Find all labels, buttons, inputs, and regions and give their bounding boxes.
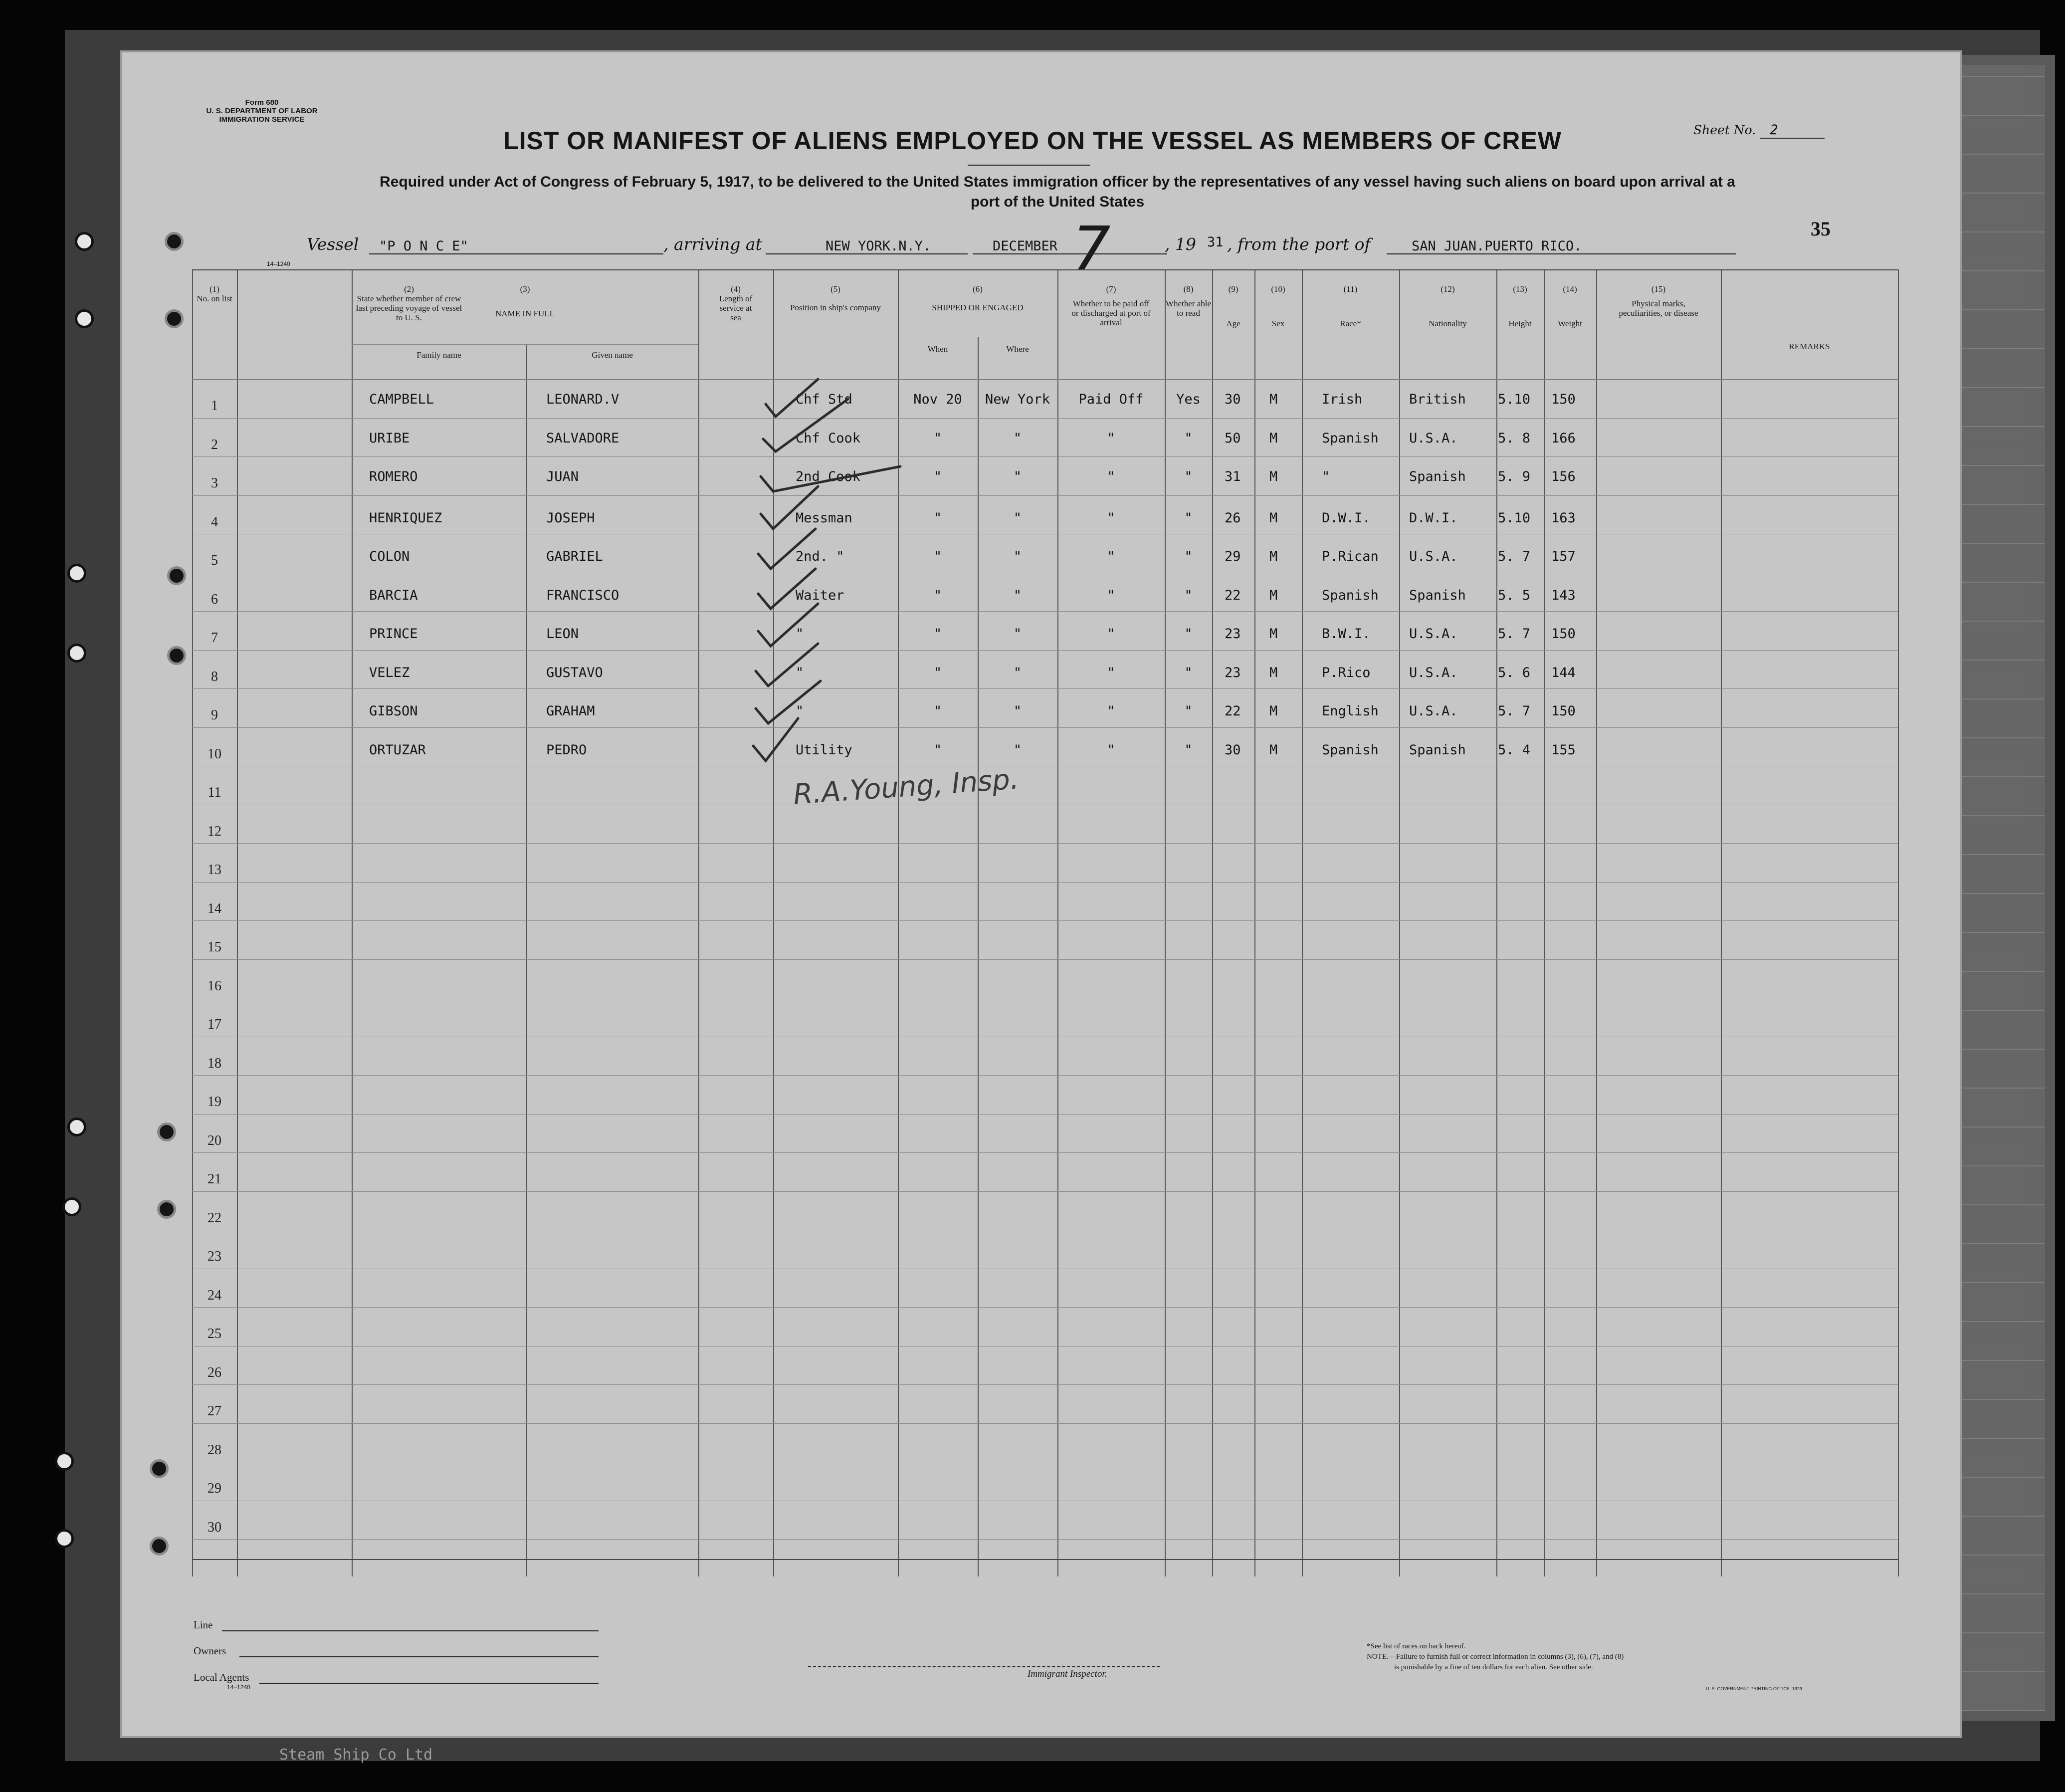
vessel-name: "P O N C E": [379, 238, 468, 254]
agents-label: Local Agents: [194, 1671, 249, 1683]
agents-code: 14–1240: [227, 1684, 250, 1691]
footnote: *See list of races on back hereof. NOTE.—Failure to furnish full or correct information in columns (3), (6), (7), and (8) is punishable by a fine of ten dollars for each alien. See other side.: [1367, 1642, 1624, 1671]
col-where-header: Where: [1006, 344, 1029, 354]
row-line: [192, 843, 1898, 844]
binder-hole: [55, 1452, 74, 1471]
position-cell: 2nd Cook: [796, 469, 861, 484]
row-line: [192, 1191, 1898, 1192]
page-number: 35: [1811, 218, 1831, 240]
row-line: [192, 1423, 1898, 1424]
height-cell: 5. 7: [1498, 626, 1531, 642]
able-to-read-cell: ": [1184, 430, 1193, 446]
col-shipped-header: (6) SHIPPED OR ENGAGED: [932, 284, 1024, 312]
row-number: 13: [207, 862, 221, 878]
sex-cell: M: [1269, 665, 1278, 680]
row-number: 28: [207, 1442, 221, 1458]
able-to-read-cell: ": [1184, 665, 1193, 680]
row-number: 15: [207, 939, 221, 955]
given-name-cell: JOSEPH: [546, 510, 595, 526]
title-underline: [968, 165, 1090, 166]
arrival-port: NEW YORK.N.Y.: [826, 238, 931, 254]
shipped-when-cell: ": [933, 469, 942, 484]
document-title: LIST OR MANIFEST OF ALIENS EMPLOYED ON THE VESSEL AS MEMBERS OF CREW: [503, 127, 1562, 155]
row-line: [192, 959, 1898, 960]
bottom-stamp: Steam Ship Co Ltd: [279, 1746, 433, 1764]
row-number: 25: [207, 1326, 221, 1342]
printer-line: U. S. GOVERNMENT PRINTING OFFICE: 1929: [1706, 1686, 1802, 1691]
date-underline: [973, 253, 1167, 254]
owners-label: Owners: [194, 1645, 226, 1657]
row-number: 1: [211, 398, 218, 414]
shipped-where-cell: ": [1013, 549, 1022, 564]
paid-off-cell: ": [1107, 430, 1115, 446]
nationality-cell: U.S.A.: [1409, 430, 1458, 446]
row-number: 30: [207, 1519, 221, 1535]
year-prefix: , 19: [1165, 234, 1196, 254]
position-cell: Chf Std: [796, 392, 852, 407]
col-remarks-header: REMARKS: [1789, 342, 1830, 351]
binder-hole: [55, 1529, 74, 1548]
paid-off-cell: ": [1107, 469, 1115, 484]
col-given-name-header: Given name: [592, 350, 633, 360]
given-name-cell: GUSTAVO: [546, 665, 603, 680]
family-name-cell: CAMPBELL: [369, 392, 434, 407]
nationality-cell: Spanish: [1409, 587, 1466, 603]
col-physical-marks-header: (15) Physical marks, peculiarities, or disease: [1619, 284, 1698, 318]
weight-cell: 156: [1551, 469, 1576, 484]
shipped-when-cell: ": [933, 703, 942, 719]
nationality-cell: Spanish: [1409, 742, 1466, 758]
col-age-header: (9) Age: [1226, 284, 1240, 328]
binder-hole: [75, 232, 94, 251]
row-number: 2: [211, 437, 218, 452]
col-read-header: (8) Whether able to read: [1165, 284, 1212, 318]
position-cell: Waiter: [796, 587, 844, 603]
position-cell: ": [796, 626, 804, 642]
height-cell: 5. 4: [1498, 742, 1531, 758]
col-sex-header: (10) Sex: [1271, 284, 1285, 328]
col-no-header: (1) No. on list: [197, 284, 232, 303]
able-to-read-cell: ": [1184, 742, 1193, 758]
family-name-cell: PRINCE: [369, 626, 418, 642]
row-line: [192, 1307, 1898, 1308]
line-field: [222, 1630, 599, 1631]
form-service: IMMIGRATION SERVICE: [219, 115, 305, 124]
paid-off-cell: ": [1107, 549, 1115, 564]
height-cell: 5. 5: [1498, 587, 1531, 603]
position-cell: ": [796, 703, 804, 719]
shipped-when-cell: ": [933, 430, 942, 446]
row-line: [192, 611, 1898, 612]
row-number: 21: [207, 1171, 221, 1187]
position-cell: Utility: [796, 742, 852, 758]
weight-cell: 163: [1551, 510, 1576, 526]
age-cell: 23: [1225, 626, 1241, 642]
position-cell: Chf Cook: [796, 430, 861, 446]
given-name-cell: GRAHAM: [546, 703, 595, 719]
position-cell: Messman: [796, 510, 852, 526]
able-to-read-cell: ": [1184, 587, 1193, 603]
arrival-month: DECEMBER: [993, 238, 1058, 254]
row-line: [192, 379, 1898, 380]
arriving-label: , arriving at: [663, 234, 762, 254]
form-code: 14–1240: [267, 260, 290, 267]
sex-cell: M: [1269, 549, 1278, 564]
binder-hole: [165, 309, 184, 328]
inspector-label: Immigrant Inspector.: [1028, 1669, 1107, 1679]
height-cell: 5.10: [1498, 510, 1531, 526]
binder-hole: [167, 646, 186, 665]
height-cell: 5. 8: [1498, 430, 1531, 446]
race-cell: English: [1322, 703, 1379, 719]
row-number: 18: [207, 1055, 221, 1071]
weight-cell: 157: [1551, 549, 1576, 564]
able-to-read-cell: ": [1184, 549, 1193, 564]
weight-cell: 143: [1551, 587, 1576, 603]
weight-cell: 150: [1551, 626, 1576, 642]
given-name-cell: LEONARD.V: [546, 392, 620, 407]
shipped-where-cell: ": [1013, 742, 1022, 758]
able-to-read-cell: Yes: [1176, 392, 1201, 407]
weight-cell: 150: [1551, 392, 1576, 407]
family-name-cell: BARCIA: [369, 587, 418, 603]
height-cell: 5. 9: [1498, 469, 1531, 484]
age-cell: 26: [1225, 510, 1241, 526]
from-label: , from the port of: [1227, 234, 1371, 254]
sex-cell: M: [1269, 430, 1278, 446]
nationality-cell: U.S.A.: [1409, 703, 1458, 719]
row-line: [192, 456, 1898, 457]
line-label: Line: [194, 1619, 213, 1631]
weight-cell: 155: [1551, 742, 1576, 758]
row-line: [192, 1539, 1898, 1540]
given-name-cell: SALVADORE: [546, 430, 620, 446]
binder-hole: [150, 1459, 169, 1478]
shipped-when-cell: ": [933, 510, 942, 526]
shipped-when-cell: ": [933, 587, 942, 603]
row-number: 6: [211, 591, 218, 607]
race-cell: Spanish: [1322, 742, 1379, 758]
inspector-field: [808, 1666, 1160, 1667]
row-number: 20: [207, 1132, 221, 1148]
able-to-read-cell: ": [1184, 703, 1193, 719]
paid-off-cell: ": [1107, 703, 1115, 719]
year-suffix: 31: [1207, 234, 1224, 250]
race-cell: B.W.I.: [1322, 626, 1371, 642]
binder-hole: [67, 1118, 86, 1136]
family-name-cell: GIBSON: [369, 703, 418, 719]
crew-table: [192, 269, 1898, 1576]
age-cell: 23: [1225, 665, 1241, 680]
inspector-signature: R.A.Young, Insp.: [792, 763, 1020, 811]
document-subtitle: Required under Act of Congress of February 5, 1917, to be delivered to the United States immigration officer by the representatives of any vessel having such aliens on board upon arrival at a port of the United States: [380, 174, 1735, 210]
family-name-cell: VELEZ: [369, 665, 410, 680]
row-line: [192, 727, 1898, 728]
row-line: [192, 882, 1898, 883]
binder-hole: [67, 644, 86, 663]
row-number: 11: [207, 785, 221, 800]
sex-cell: M: [1269, 392, 1278, 407]
col-height-header: (13) Height: [1508, 284, 1532, 328]
vessel-underline: [369, 253, 663, 254]
race-cell: P.Rico: [1322, 665, 1371, 680]
age-cell: 22: [1225, 587, 1241, 603]
shipped-when-cell: ": [933, 665, 942, 680]
row-number: 17: [207, 1017, 221, 1032]
given-name-cell: FRANCISCO: [546, 587, 620, 603]
shipped-where-cell: ": [1013, 587, 1022, 603]
nationality-cell: Spanish: [1409, 469, 1466, 484]
form-department: U. S. DEPARTMENT OF LABOR: [206, 107, 318, 115]
paid-off-cell: ": [1107, 742, 1115, 758]
form-identifier: [187, 98, 337, 124]
col-weight-header: (14) Weight: [1558, 284, 1582, 328]
shipped-when-cell: ": [933, 626, 942, 642]
departure-underline: [1387, 253, 1736, 254]
row-line: [192, 1152, 1898, 1153]
weight-cell: 150: [1551, 703, 1576, 719]
nationality-cell: U.S.A.: [1409, 626, 1458, 642]
age-cell: 22: [1225, 703, 1241, 719]
family-name-cell: COLON: [369, 549, 410, 564]
shipped-where-cell: ": [1013, 469, 1022, 484]
sheet-number: 2: [1760, 122, 1825, 139]
shipped-when-cell: Nov 20: [913, 392, 962, 407]
race-cell: P.Rican: [1322, 549, 1379, 564]
binder-hole: [165, 232, 184, 251]
family-name-cell: URIBE: [369, 430, 410, 446]
col-name-header: (3) NAME IN FULL: [495, 284, 555, 318]
paid-off-cell: ": [1107, 510, 1115, 526]
col-when-header: When: [927, 344, 948, 354]
age-cell: 31: [1225, 469, 1241, 484]
row-line: [192, 920, 1898, 921]
race-cell: D.W.I.: [1322, 510, 1371, 526]
shipped-where-cell: ": [1013, 703, 1022, 719]
nationality-cell: British: [1409, 392, 1466, 407]
row-number: 5: [211, 553, 218, 568]
race-cell: ": [1322, 469, 1330, 484]
sex-cell: M: [1269, 742, 1278, 758]
row-number: 26: [207, 1364, 221, 1380]
nationality-cell: U.S.A.: [1409, 665, 1458, 680]
sex-cell: M: [1269, 469, 1278, 484]
height-cell: 5. 7: [1498, 549, 1531, 564]
nationality-cell: D.W.I.: [1409, 510, 1458, 526]
row-number: 23: [207, 1249, 221, 1264]
row-line: [192, 650, 1898, 651]
given-name-cell: LEON: [546, 626, 579, 642]
paid-off-cell: Paid Off: [1078, 392, 1144, 407]
shipped-where-cell: New York: [985, 392, 1050, 407]
row-number: 27: [207, 1403, 221, 1419]
col-last-voyage-header: (2) State whether member of crew last preceding voyage of vessel to U. S.: [356, 284, 462, 322]
able-to-read-cell: ": [1184, 469, 1193, 484]
shipped-where-cell: ": [1013, 665, 1022, 680]
row-number: 10: [207, 746, 221, 762]
row-number: 14: [207, 900, 221, 916]
col-family-name-header: Family name: [416, 350, 461, 360]
binder-hole: [62, 1197, 81, 1216]
given-name-cell: PEDRO: [546, 742, 587, 758]
row-line: [192, 1114, 1898, 1115]
row-line: [192, 1384, 1898, 1385]
binder-hole: [167, 566, 186, 585]
weight-cell: 166: [1551, 430, 1576, 446]
sex-cell: M: [1269, 626, 1278, 642]
row-number: 12: [207, 823, 221, 839]
row-line: [192, 688, 1898, 689]
weight-cell: 144: [1551, 665, 1576, 680]
row-number: 22: [207, 1210, 221, 1226]
form-number: Form 680: [245, 98, 279, 107]
row-number: 24: [207, 1287, 221, 1303]
race-cell: Spanish: [1322, 587, 1379, 603]
arrival-day: 7: [1072, 215, 1111, 284]
table-bottom-line: [192, 1559, 1898, 1560]
row-number: 9: [211, 707, 218, 723]
sheet-number-label: Sheet No. 2: [1693, 122, 1825, 139]
paid-off-cell: ": [1107, 626, 1115, 642]
col-nationality-header: (12) Nationality: [1429, 284, 1467, 328]
age-cell: 29: [1225, 549, 1241, 564]
given-name-cell: GABRIEL: [546, 549, 603, 564]
able-to-read-cell: ": [1184, 510, 1193, 526]
col-paid-off-header: (7) Whether to be paid off or discharged at port of arrival: [1071, 284, 1151, 327]
able-to-read-cell: ": [1184, 626, 1193, 642]
row-line: [192, 1075, 1898, 1076]
departure-port: SAN JUAN.PUERTO RICO.: [1412, 238, 1582, 254]
paid-off-cell: ": [1107, 665, 1115, 680]
binder-hole: [67, 564, 86, 583]
shipped-where-cell: ": [1013, 626, 1022, 642]
family-name-cell: ORTUZAR: [369, 742, 426, 758]
family-name-cell: ROMERO: [369, 469, 418, 484]
row-number: 7: [211, 630, 218, 646]
sex-cell: M: [1269, 510, 1278, 526]
shipped-when-cell: ": [933, 742, 942, 758]
owners-field: [239, 1656, 599, 1657]
row-number: 29: [207, 1481, 221, 1496]
binder-hole: [150, 1537, 169, 1556]
col-race-header: (11) Race*: [1340, 284, 1361, 328]
position-cell: ": [796, 665, 804, 680]
shipped-when-cell: ": [933, 549, 942, 564]
given-name-cell: JUAN: [546, 469, 579, 484]
sex-cell: M: [1269, 703, 1278, 719]
shipped-where-cell: ": [1013, 430, 1022, 446]
race-cell: Spanish: [1322, 430, 1379, 446]
position-cell: 2nd. ": [796, 549, 844, 564]
col-service-header: (4) Length of service at sea: [719, 284, 753, 322]
row-line: [192, 495, 1898, 496]
age-cell: 30: [1225, 742, 1241, 758]
sex-cell: M: [1269, 587, 1278, 603]
binder-hole: [157, 1122, 176, 1141]
nationality-cell: U.S.A.: [1409, 549, 1458, 564]
family-name-cell: HENRIQUEZ: [369, 510, 442, 526]
binder-hole: [157, 1200, 176, 1219]
row-line: [192, 418, 1898, 419]
paid-off-cell: ": [1107, 587, 1115, 603]
height-cell: 5.10: [1498, 392, 1531, 407]
race-cell: Irish: [1322, 392, 1363, 407]
row-number: 4: [211, 514, 218, 530]
row-number: 8: [211, 669, 218, 684]
height-cell: 5. 6: [1498, 665, 1531, 680]
binder-hole: [75, 309, 94, 328]
arrival-underline: [766, 253, 968, 254]
row-number: 19: [207, 1094, 221, 1110]
row-number: 3: [211, 475, 218, 491]
age-cell: 50: [1225, 430, 1241, 446]
vessel-label: Vessel: [307, 234, 359, 254]
row-number: 16: [207, 978, 221, 994]
height-cell: 5. 7: [1498, 703, 1531, 719]
agents-field: [259, 1683, 599, 1684]
age-cell: 30: [1225, 392, 1241, 407]
col-position-header: (5) Position in ship's company: [790, 284, 881, 312]
shipped-where-cell: ": [1013, 510, 1022, 526]
